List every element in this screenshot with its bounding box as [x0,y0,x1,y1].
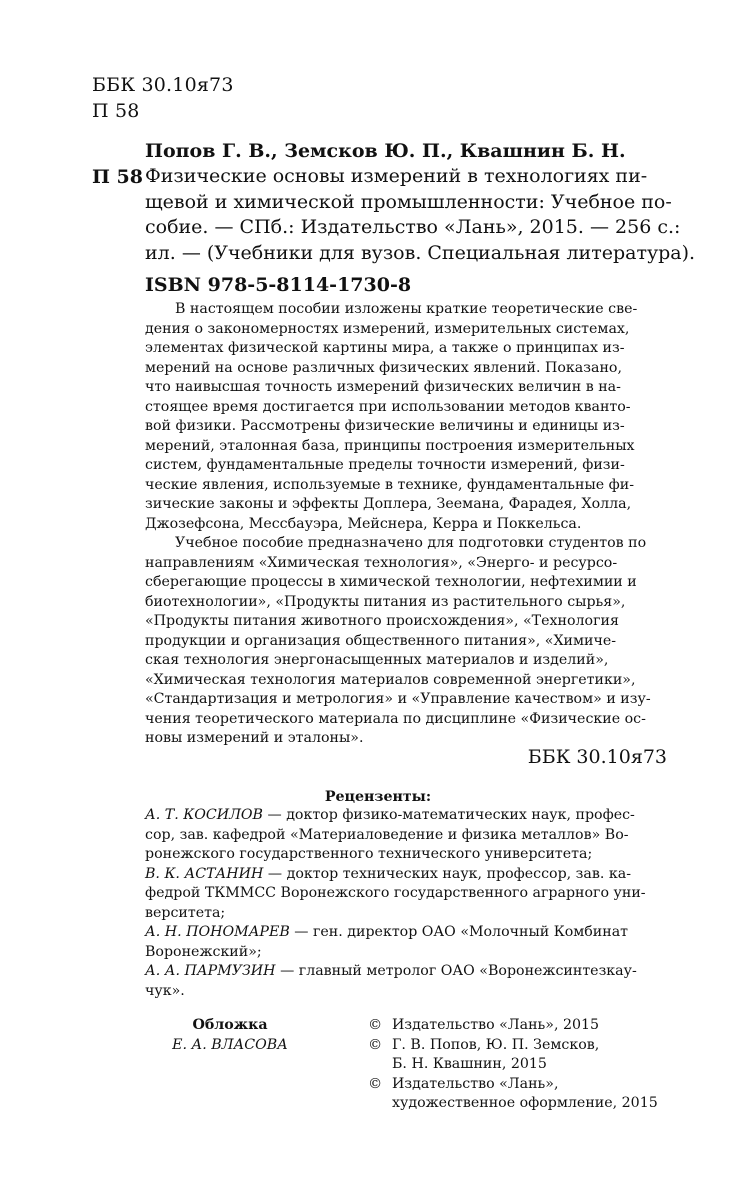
annotation-line: В настоящем пособии изложены краткие теоретические све- [175,301,638,317]
copyright-line: Г. В. Попов, Ю. П. Земсков, [392,1036,600,1053]
reviewer-entry-first-line [145,962,667,982]
annotation-line: элементах физической картины мира, а также о принципах из- [145,340,625,356]
copyright-row [368,1075,678,1114]
bbk-code-top: ББК 30.10я73 [92,74,234,96]
annotation-line: систем, фундаментальные пределы точности измерений, физи- [145,457,625,473]
copyright-text [392,1075,658,1114]
annotation-line: Джозефсона, Мессбауэра, Мейснера, Керра и Поккельса. [145,515,582,532]
reviewer-entry-first-line [145,865,667,885]
bib-line: ил. — (Учебники для вузов. Специальная литература). [145,241,696,264]
annotation-line: ческие явления, используемые в технике, фундаментальные фи- [145,476,635,493]
reviewer-name: А. Т. КОСИЛОВ [145,807,263,823]
reviewer-line: верситета; [145,904,226,921]
author-mark: П 58 [92,166,143,188]
annotation-line: вой физики. Рассмотрены физические величины и единицы из- [145,418,625,434]
annotation-line: «Продукты питания животного происхождения», «Технология [145,613,619,629]
copyright-row [368,1036,678,1075]
reviewer-entry-first-line [145,806,667,826]
authors-line: Попов Г. В., Земсков Ю. П., Квашнин Б. Н. [145,140,626,162]
annotation-line: продукции и организация общественного питания», «Химиче- [145,632,617,649]
reviewer-name: В. К. АСТАНИН [145,865,264,882]
reviewer-description: — доктор физико-математических наук, профес- [262,807,635,823]
bibliographic-description [145,164,696,266]
bbk-code-bottom: ББК 30.10я73 [527,746,667,768]
reviewer-line: сор, зав. кафедрой «Материаловедение и физика металлов» Во- [145,826,629,843]
reviewer-line: чук». [145,982,185,999]
annotation-line: «Химическая технология материалов современной энергетики», [145,671,636,688]
copyright-icon: © [368,1075,383,1092]
reviewer-entry-first-line [145,923,667,943]
isbn: ISBN 978-5-8114-1730-8 [145,274,412,296]
cover-label: Обложка [192,1017,268,1033]
reviewer-description: — доктор технических наук, профессор, зав. ка- [263,865,632,882]
annotation-line: направлениям «Химическая технология», «Энерго- и ресурсо- [145,554,618,571]
copyright-row [368,1016,678,1036]
annotation-line: сберегающие процессы в химической технологии, нефтехимии и [145,574,637,590]
annotation-line: стоящее время достигается при использовании методов кванто- [145,398,631,415]
bib-line: щевой и химической промышленности: Учебное по- [145,190,672,213]
reviewer-line: федрой ТКММСС Воронежского государственного аграрного уни- [145,885,646,901]
copyright-line: Издательство «Лань», [392,1075,559,1092]
annotation-line: Учебное пособие предназначено для подготовки студентов по [175,535,647,551]
annotation-line: биотехнологии», «Продукты питания из растительного сырья», [145,593,626,610]
annotation-text [145,300,667,749]
reviewers-list [145,806,667,1001]
copyright-line: Издательство «Лань», 2015 [392,1017,600,1033]
annotation-line: что наивысшая точность измерений физических величин в на- [145,379,621,395]
annotation-line: чения теоретического материала по дисциплине «Физические ос- [145,710,646,727]
bib-line: Физические основы измерений в технологиях пи- [145,165,648,187]
copyright-line: Б. Н. Квашнин, 2015 [392,1056,547,1072]
reviewers-heading: Рецензенты: [324,789,432,805]
annotation-line: мерений, эталонная база, принципы построения измерительных [145,437,635,454]
copyright-line: художественное оформление, 2015 [392,1095,658,1111]
annotation-line: зические законы и эффекты Доплера, Зеемана, Фарадея, Холла, [145,496,632,512]
reviewer-line: Воронежский»; [145,943,262,960]
reviewer-line: ронежского государственного технического университета; [145,846,593,862]
annotation-line: ская технология энергонасыщенных материалов и изделий», [145,652,609,668]
cover-designer: Е. А. ВЛАСОВА [172,1036,288,1053]
copyright-text [392,1016,599,1036]
copyright-icon: © [368,1017,383,1033]
library-codes [92,72,234,124]
reviewer-description: — главный метролог ОАО «Воронежсинтезкау- [275,963,637,979]
reviewer-name: А. А. ПАРМУЗИН [145,963,276,979]
author-mark-top: П 58 [92,100,140,122]
reviewer-name: А. Н. ПОНОМАРЕВ [145,924,290,940]
annotation-line: «Стандартизация и метрология» и «Управление качеством» и изу- [145,691,651,707]
annotation-line: дения о закономерностях измерений, измерительных системах, [145,320,630,337]
bib-line: собие. — СПб.: Издательство «Лань», 2015. — 256 с.: [145,216,681,238]
reviewer-description: — ген. директор ОАО «Молочный Комбинат [289,924,629,940]
copyright-text [392,1036,599,1075]
annotation-line: мерений на основе различных физических явлений. Показано, [145,359,622,376]
copyright-block [368,1016,678,1114]
annotation-line: новы измерений и эталоны». [145,730,364,746]
cover-credit [145,1016,315,1055]
copyright-icon: © [368,1036,383,1053]
